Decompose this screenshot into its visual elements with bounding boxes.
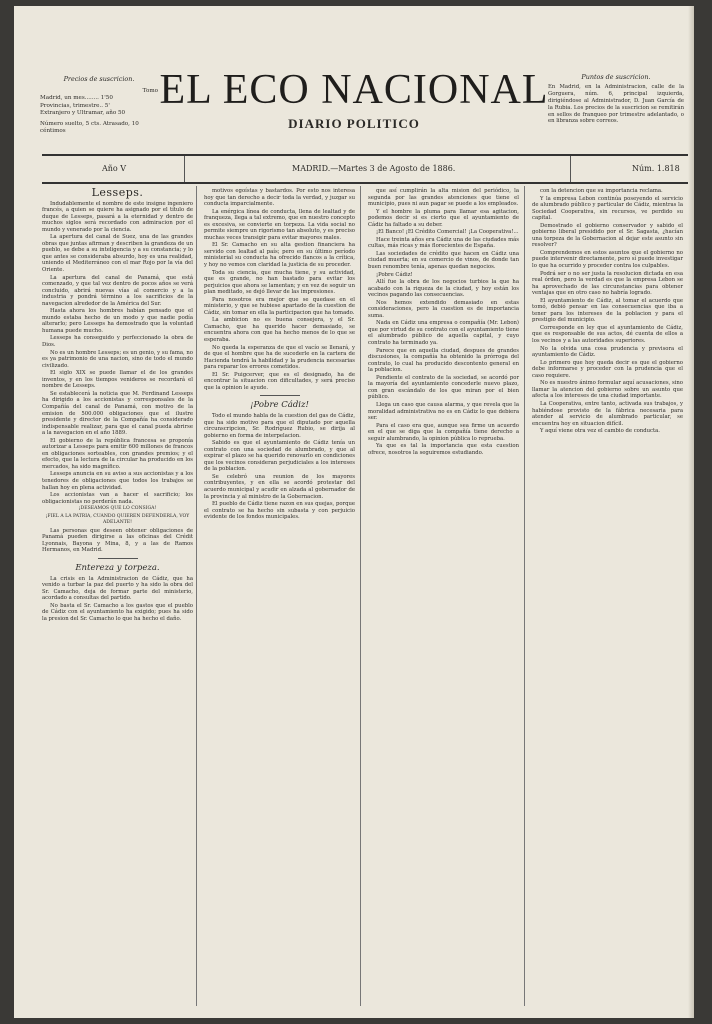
column-1 [42,188,193,623]
paragraph: Y el hombre la pluma para llamar esa agitacion, podemos decir si es cierto que el ayuntamiento de Cádiz ha faltado a su deber. [368,208,519,228]
price-row: Tomo [142,87,158,94]
price-row: Madrid, un mes........ 1'50 [40,95,113,101]
paragraph: Hace treinta años era Cádiz una de las ciudades más cultas, más ricas y más florecientes de España. [368,236,519,250]
column-rule [524,186,525,1006]
paragraph: Comprendemos en estos asuntos que el gobierno no puede intervenir directamente, pero sí puede investigar lo que ha ocurrido y proceder contra los culpables. [532,249,683,270]
paragraph: Nos hemos extendido demasiado en estas consideraciones, pero la cuestion es de importancia suma. [368,299,519,319]
subscription-prices [40,76,158,136]
newspaper-subtitle: DIARIO POLITICO [288,116,420,131]
paragraph: La ambicion no es buena consejera, y el Sr. Camacho, que ha querido hacer demasiado, se encuentra ahora con que ha hecho menos de lo que se esperaba. [204,317,355,344]
section-divider [98,558,138,559]
paragraph: Lesseps anuncia en su aviso a sus accionistas y a los tenedores de obligaciones que todos los trabajos se hallan hoy en plena actividad. [42,471,193,491]
issue-number: Núm. 1.818 [632,164,680,173]
paragraph: El siglo XIX se puede llamar el de los grandes inventos, y en los tiempos venideros se recordará el nombre de Lesseps. [42,370,193,390]
price-row: Número suelto, 5 cts. Atrasado, 10 céntimos [40,120,139,134]
paragraph: No es un hombre Lesseps; es un genio, y su fama, no es ya patrimonio de una nacion, sino de todo el mundo civilizado. [42,349,193,369]
paragraph: No es nuestro ánimo formular aquí acusaciones, sino llamar la atencion del gobierno sobre un asunto que afecta a los intereses de una ciudad importante. [532,380,683,400]
paragraph: El ayuntamiento de Cádiz, al tomar el acuerdo que tomó, debió pensar en las consecuencias que iba a tener para los intereses de la poblacion y para el prestigio del municipio. [532,297,683,324]
newspaper-page [14,6,694,1018]
note-line: ¡DESEAMOS QUE LO CONSIGA! [78,506,157,512]
issue-date: MADRID.—Martes 3 de Agosto de 1886. [292,164,456,173]
paragraph: Demostrado el gobierno conservador y sabido el gobierno liberal presidido por el Sr. Sagasta, ¿hacían una torpeza de la Gobernacion al dejar este asunto sin resolver? [532,222,683,249]
paragraph: Lesseps ha conseguido y perfeccionado la obra de Dios. [42,335,193,349]
paragraph: con la detencion que su importancia reclama. [540,188,663,194]
price-row: Extranjero y Ultramar, año 50 [40,110,126,116]
paragraph: Lo primero que hoy queda decir es que el gobierno debe informarse y proceder con la prudencia que el caso requiere. [532,359,683,379]
paragraph: motivos egoístas y bastardos. Por esto nos interesa hoy que tan derecho a decir toda la verdad, y juzgar su conducta imparcialmente. [204,188,355,208]
paragraph: Y aquí viene otra vez el cambio de conducta. [540,428,660,435]
paragraph: No basta el Sr. Camacho a los gastos que el pueblo de Cádiz con el ayuntamiento ha exigido; pues ha sido la presion del Sr. Camacho lo que ha hecho el daño. [42,602,193,622]
column-rule [196,186,197,1006]
paragraph: Pendiente el contrato de la sociedad, se acordó por la mayoría del ayuntamiento concederle nuevo plazo, con gran escándalo de los que miran por el bien público. [368,374,519,401]
paragraph: Indudablemente el nombre de este insigne ingeniero francés, a quien se quiere ha asignado por el título de duque de Lesseps, pasará a la eternidad y dentro de muchos siglos será recordado con admiracion por el mundo y venerado por la ciencia. [42,200,193,233]
paragraph: Sabido es que el ayuntamiento de Cádiz tenía un contrato con una sociedad de alumbrado, y que al expirar el plazo se ha querido renovarlo en condiciones que los vecinos consideran perjudiciales a los intereses de la poblacion. [204,440,355,473]
paragraph: Las sociedades de crédito que hacen en Cádiz una ciudad muerta; en su comercio de vinos, de donde tan buen renombre tenía, apenas quedan negocios. [368,250,519,271]
paragraph: ¡Pobre Cádiz! [376,271,413,278]
column-rule [360,186,361,1006]
paragraph: No la olvida una cosa prudencia y previsora el ayuntamiento de Cádiz. [532,345,683,359]
paragraph: La apertura del canal de Suez, una de las grandes obras que juntas afirman y describen la grandeza de un pueblo, se debe a su inteligencia y a su constancia; y lo que antes se consideraba absurdo, hoy es una realidad, uniendo el Mediterráneo con el mar Rojo por la vía del Oriente. [42,234,193,274]
newspaper-title: EL ECO NACIONAL [159,67,549,113]
article-heading-entereza: Entereza y torpeza. [75,562,160,573]
paragraph: Las personas que deseen obtener obligaciones de Panamá pueden dirigirse a las oficinas del Crédit Lyonnais, Bayona y Mina, 8, y a las de Ramos Hermanos, en Madrid. [42,527,193,554]
paragraph: Se establecerá la noticia que M. Ferdinand Lesseps ha dirigido a los accionistas y corresponsales de la Compañía del canal de Panamá, con motivo de la emision de 500.000 obligaciones que el ilustre presidente y director de la Compañía ha considerado indispensable realizar, para que el canal pueda abrirse a la navegacion en el año 1889. [42,390,193,437]
dateline-bar [42,154,694,184]
paragraph: que así cumplirán la alta mision del periódico, la segunda por las grandes atenciones que tiene el municipio, pues ni aun pagar se puede a los empleados. [368,188,519,208]
prices-title: Precios de suscricion. [63,75,135,83]
section-divider [260,395,300,396]
paragraph: Para el caso era que, aunque sea firme un acuerdo en el que se diga que la compañía tiene derecho a seguir alumbrando, la opinion pública lo reprueba. [368,422,519,442]
masthead [154,68,554,132]
paragraph: Parece que en aquella ciudad, despues de grandes discusiones, la compañía ha obtenido la prórroga del contrato, lo cual ha producido descontento general en la poblacion. [368,347,519,374]
subscription-points [548,74,684,125]
paragraph: Hasta ahora los hombres habían pensado que el mundo estaba hecho de un modo y que nadie podía alterarlo; pero Lesseps ha demostrado que la voluntad humana puede mucho. [42,308,193,334]
page-edge-shadow [688,6,694,1018]
paragraph: El gobierno de la república francesa se proponía autorizar a Lesseps para emitir 600 millones de francos en obligaciones sorteables, con grandes premios; y el efecto, que la lectura de la circular ha producido en los mercados, ha sido magnífico. [42,437,193,470]
paragraph: La Cooperativa, entre tanto, activada sus trabajos, y habiéndose provisto de la fábrica necesaria para atender al servicio de alumbrado particular, se encuentra hoy en situacion difícil. [532,400,683,427]
paragraph: ¡El Banco! ¡El Crédito Comercial! ¡La Cooperativa!... [376,229,519,236]
paragraph: El Sr. Puigcerver, que es el designado, ha de encontrar la situacion con dificultades, y será preciso que la opinion le ayude. [204,371,355,391]
paragraph: Los accionistas van a hacer el sacrificio; los obligacionistas no perderán nada. [42,492,193,505]
paragraph: No queda la esperanza de que el vacío se llenará, y de que el hombre que ha de sucederle en la cartera de Hacienda tendrá la habilidad y la prudencia necesarias para reparar los errores cometidos. [204,344,355,371]
paragraph: Llega un caso que causa alarma, y que revela que la moralidad administrativa no es en Cádiz lo que debiera ser. [368,401,519,422]
paragraph: Todo el mundo habla de la cuestion del gas de Cádiz, que ha sido motivo para que el diputado por aquella circunscripcion, Sr. Rodríguez Rubio, se dirija al gobierno en forma de interpelacion. [204,412,355,439]
points-text: En Madrid, en la Administracion, calle de la Gorguera, núm. 6, principal izquierda, dirigiéndose al Administrador, D. Juan García de la Rubia. Los precios de la suscricion se remitirán en sellos de franqueo por trimestre adelantado, o en libranza sobre correos. [548,83,684,125]
paragraph: Para nosotros era mejor que se quedase en el ministerio, y que se hubiese apartado de la cuestion de Cádiz, sin tomar en ella la participacion que ha tomado. [204,296,355,316]
dateline-divider [184,156,185,182]
paragraph: Allí fue la obra de los negocios turbios la que ha acabado con la riqueza de la ciudad, y hoy están los vecinos pagando las consecuencias. [368,279,519,299]
paragraph: Toda su ciencia, que mucha tiene, y su actividad, que es grande, no han bastado para evitar los perjuicios que ahora se lamentan; y en vez de seguir un plan meditado, se dejó llevar de las impresiones. [204,269,355,296]
paragraph: Y la empresa Lebon continúa poseyendo el servicio de alumbrado público y particular de Cádiz, mientras la Sociedad Cooperativa, sin recursos, ve perdido su capital. [532,195,683,222]
column-2 [204,188,355,522]
paragraph: Ya que es tal la importancia que esta cuestion ofrece, nosotros la seguiremos estudiando. [368,443,519,456]
column-4 [532,188,683,436]
paragraph: Podrá ser o no ser justa la resolucion dictada en esa real órden, pero la verdad es que la empresa Lebon se ha aprovechado de las circunstancias para obtener ventajas que en otro caso no habría logrado. [532,270,683,297]
note-line: ¡FIEL A LA PATRIA, CUANDO QUIEREN DEFENDERLA, VOY ADELANTE! [45,513,190,526]
paragraph: La enérgica línea de conducta, llena de lealtad y de franqueza, llega a tal extremo, que en nuestro concepto es excesiva, se convierte en torpeza. La vida social no permite siempre un rigorismo tan absoluto, y es preciso muchas veces transigir para evitar mayores males. [204,208,355,241]
paragraph: El Sr. Camacho en su alta gestion financiera ha servido con lealtad al país; pero en su último período ministerial su conducta ha ofrecido flancos a la crítica, y hoy no vemos con claridad la justicia de su proceder. [204,242,355,269]
article-heading-cadiz: ¡Pobre Cádiz! [250,400,309,411]
dateline-divider [570,156,571,182]
article-heading-lesseps: Lesseps. [91,186,144,199]
price-row: Provincias, trimestre.. 5' [40,102,110,109]
paragraph: Nada en Cádiz una empresa o compañía (Mr. Lebon) que por virtud de su contrato con el ayuntamiento tiene el alumbrado público de aquella capital, y cuyo contrato ha terminado ya. [368,320,519,347]
column-3 [368,188,519,457]
paragraph: El pueblo de Cádiz tiene razon en sus quejas, porque el contrato se ha hecho sin subasta y con perjuicio evidente de los fondos municipales. [204,501,355,521]
paragraph: Corresponde en ley que el ayuntamiento de Cádiz, que es responsable de sus actos, dé cuenta de ellos a los vecinos y a las autoridades superiores. [532,324,683,345]
paragraph: La apertura del canal de Panamá, que está comenzado, y que tal vez dentro de pocos años se verá concluido, abrirá nuevas vías al comercio y a la industria y pondrá término a los sacrificios de la navegacion alrededor de la América del Sur. [42,274,193,307]
paragraph: La crisis en la Administracion de Cádiz, que ha venido a turbar la paz del puerto y ha sido la obra del Sr. Camacho, deja de formar parte del ministerio, acordado a consultas del partido. [42,575,193,602]
paragraph: Se celebró una reunion de los mayores contribuyentes, y en ella se acordó protestar del acuerdo municipal y acudir en alzada al gobernador de la provincia y al ministro de la Gobernacion. [204,473,355,500]
points-title: Puntos de suscricion. [581,73,651,81]
issue-year: Año V [102,164,127,173]
